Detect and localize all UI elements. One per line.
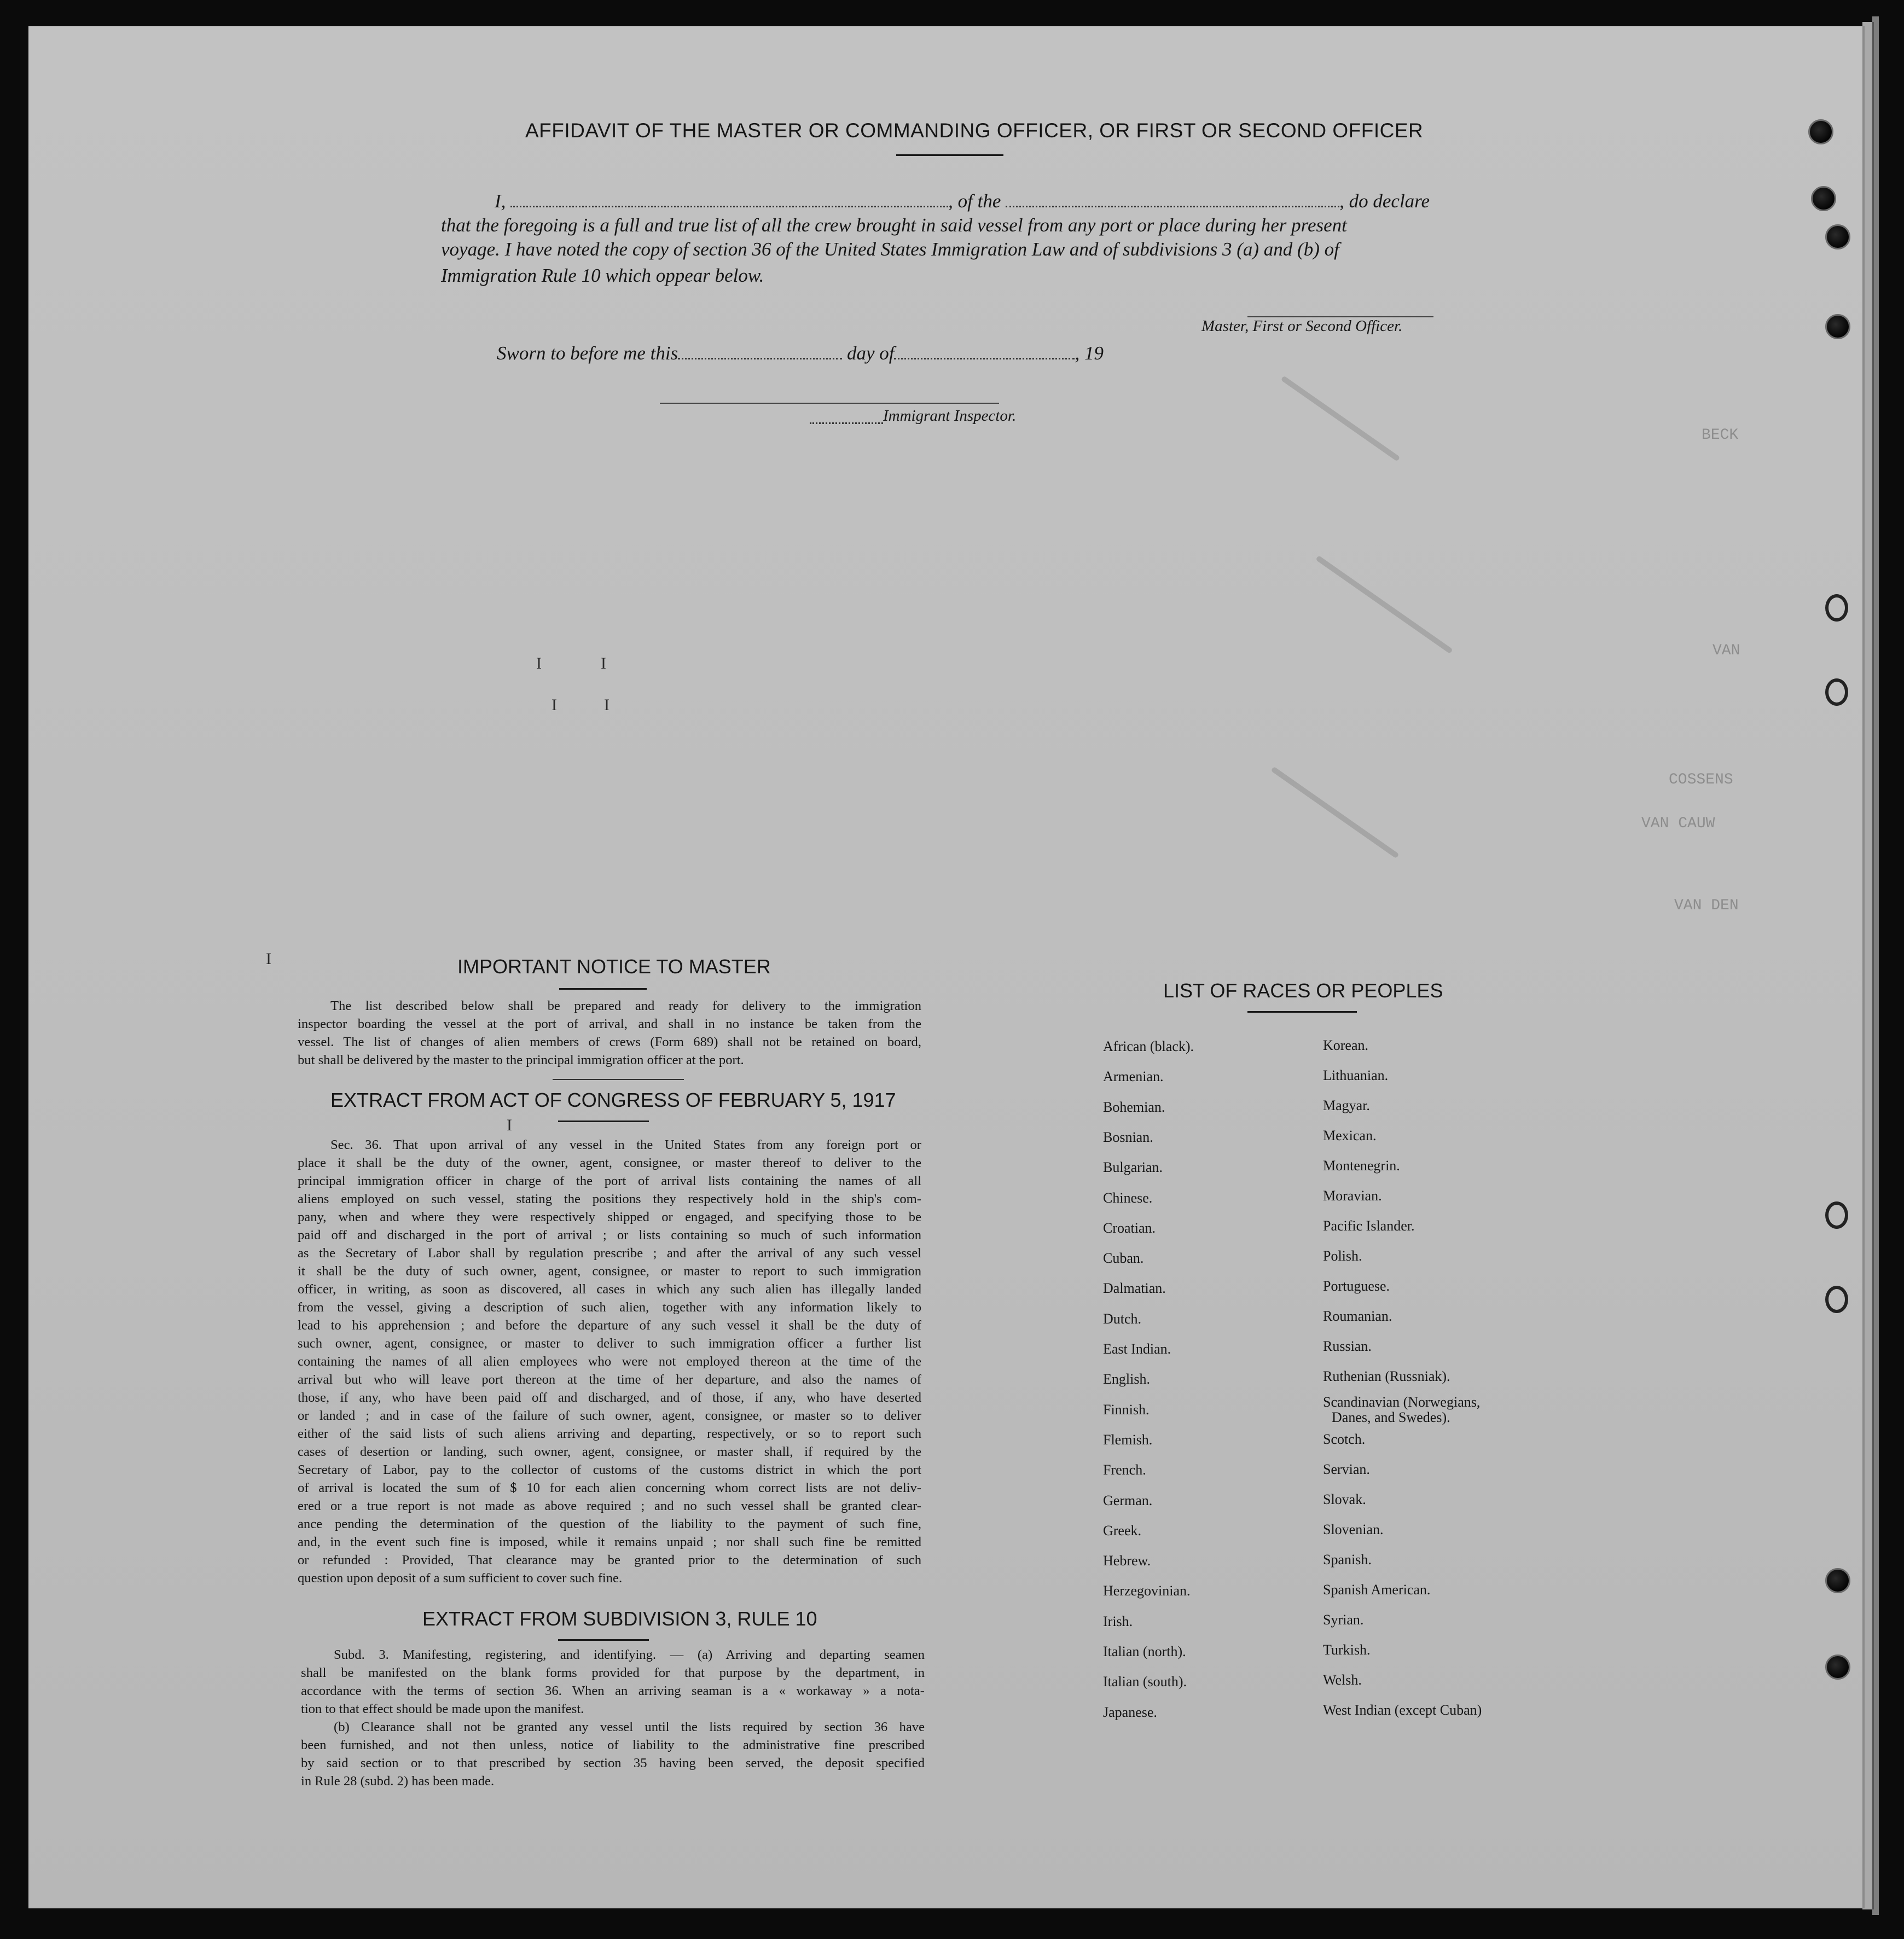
race-item: Montenegrin. — [1323, 1158, 1400, 1174]
race-item: Hebrew. — [1103, 1553, 1151, 1569]
act-line: Sec. 36. That upon arrival of any vessel in the United States from any foreign port or — [330, 1137, 921, 1152]
race-item: Slovenian. — [1323, 1522, 1384, 1537]
form-sheet — [28, 26, 1865, 1908]
act-line: cases of desertion or landing, such owner, agent, consignee, or master shall, if required by the — [298, 1444, 921, 1459]
act-line: question upon deposit of a sum sufficient to cover such fine. — [298, 1571, 623, 1586]
binder-hole-icon — [1825, 1654, 1850, 1680]
act-line: Secretary of Labor, pay to the collector of customs of the customs district in which the port — [298, 1462, 921, 1477]
act-title: EXTRACT FROM ACT OF CONGRESS OF FEBRUARY 5, 1917 — [330, 1089, 896, 1111]
bleed-through-text: VAN CAUW — [1641, 815, 1715, 832]
binder-hole-icon — [1825, 1568, 1850, 1593]
act-paragraph — [298, 1136, 921, 1587]
race-item: Italian (south). — [1103, 1674, 1187, 1690]
divider-rule — [553, 1079, 684, 1080]
race-item: Finnish. — [1103, 1401, 1150, 1418]
affidavit-line-4: Immigration Rule 10 which oppear below. — [441, 265, 764, 286]
race-item: Japanese. — [1103, 1704, 1157, 1720]
notice-title: IMPORTANT NOTICE TO MASTER — [457, 955, 771, 978]
race-item: West Indian (except Cuban) — [1323, 1702, 1482, 1718]
act-line: lead to his apprehension ; and before the departure of any such vessel it shall be the duty of — [298, 1318, 921, 1333]
race-item: Dutch. — [1103, 1310, 1142, 1327]
i-label: I, — [495, 190, 506, 212]
rule-line: tion to that effect should be made upon the manifest. — [301, 1702, 584, 1716]
inspector-dotted-line — [810, 422, 883, 424]
race-item: Danes, and Swedes). — [1332, 1409, 1450, 1425]
bleed-through-text: VAN DEN — [1674, 897, 1739, 914]
race-item: Roumanian. — [1323, 1308, 1392, 1324]
race-item: Polish. — [1323, 1248, 1362, 1264]
rule-paragraph — [301, 1646, 925, 1790]
inspector-signature-line[interactable] — [660, 403, 999, 404]
bleed-through-text: VAN — [1713, 642, 1740, 659]
name-blank-field[interactable] — [510, 206, 948, 207]
race-item: Spanish American. — [1323, 1582, 1431, 1598]
pencil-mark: I — [601, 654, 606, 672]
race-item: Croatian. — [1103, 1220, 1156, 1236]
bleed-through-text: BECK — [1702, 427, 1739, 444]
rule-underline — [558, 1639, 649, 1641]
affidavit-line-3: voyage. I have noted the copy of section 36 of the United States Immigration Law and of subdivisions 3 (a) and (b) of — [441, 239, 1339, 260]
act-line: aliens employed on such vessel, stating the positions they respectively hold in the ship's com- — [298, 1192, 921, 1206]
race-item: Scandinavian (Norwegians, — [1323, 1394, 1481, 1410]
race-item: Servian. — [1323, 1461, 1370, 1477]
pencil-mark: I — [536, 654, 542, 672]
sworn-month-field[interactable] — [894, 358, 1075, 359]
pencil-mark: I — [507, 1116, 512, 1134]
binder-hole-icon — [1825, 314, 1850, 339]
races-underline — [1247, 1011, 1357, 1013]
notice-line: inspector boarding the vessel at the port of arrival, and shall in no instance be taken from the — [298, 1017, 921, 1031]
inspector-label: Immigrant Inspector. — [883, 407, 1017, 425]
race-item: Mexican. — [1323, 1128, 1377, 1143]
act-line: ered or a true report is not made as above required ; and no such vessel shall be granted clear- — [298, 1499, 921, 1513]
race-item: Flemish. — [1103, 1431, 1153, 1448]
race-item: Russian. — [1323, 1338, 1372, 1354]
binder-ring-icon — [1825, 678, 1848, 706]
race-item: Italian (north). — [1103, 1644, 1186, 1659]
sworn-day-field[interactable] — [678, 358, 842, 359]
notice-underline — [559, 988, 647, 990]
of-the-label: , of the — [948, 190, 1001, 212]
act-line: or landed ; and in case of the failure of such owner, agent, consignee, or master so to deliver — [298, 1408, 921, 1423]
binder-ring-icon — [1825, 594, 1848, 622]
race-item: Turkish. — [1323, 1642, 1371, 1658]
rule-line: in Rule 28 (subd. 2) has been made. — [301, 1774, 495, 1789]
sworn-label: Sworn to before me this — [497, 342, 678, 364]
act-line: paid off and discharged in the port of arrival ; or lists containing so much of such information — [298, 1228, 921, 1243]
race-item: Bosnian. — [1103, 1129, 1153, 1145]
rule-line: Subd. 3. Manifesting, registering, and identifying. — (a) Arriving and departing seamen — [334, 1647, 925, 1662]
notice-paragraph — [298, 997, 921, 1069]
pencil-mark: I — [604, 696, 609, 714]
race-item: Greek. — [1103, 1522, 1142, 1539]
race-item: Dalmatian. — [1103, 1280, 1166, 1297]
act-line: pany, when and where they were respectively shipped or engaged, and specifying those to be — [298, 1210, 921, 1224]
act-line: as the Secretary of Labor shall by regulation prescribe ; and after the arrival of any such vessel — [298, 1246, 921, 1261]
rule-line: shall be manifested on the blank forms provided for that purpose by the department, in — [301, 1665, 925, 1680]
race-item: Cuban. — [1103, 1250, 1144, 1267]
notice-line: vessel. The list of changes of alien members of crews (Form 689) shall not be retained on board, — [298, 1035, 921, 1049]
race-item: Ruthenian (Russniak). — [1323, 1368, 1450, 1384]
binder-ring-icon — [1825, 1286, 1848, 1313]
race-item: Herzegovinian. — [1103, 1583, 1191, 1599]
act-line: such owner, agent, consignee, or master to deliver to such immigration officer a further list — [298, 1336, 921, 1351]
binder-hole-icon — [1825, 224, 1850, 249]
sworn-line — [497, 342, 1104, 364]
notice-line: The list described below shall be prepared and ready for delivery to the immigration — [330, 998, 921, 1013]
rule-line: by said section or to that prescribed by section 35 having been served, the deposit specified — [301, 1756, 925, 1770]
act-line: containing the names of all alien employees who were not employed thereon at the time of the — [298, 1354, 921, 1369]
race-item: Scotch. — [1323, 1431, 1366, 1447]
race-item: Irish. — [1103, 1613, 1133, 1629]
binder-hole-icon — [1811, 186, 1836, 211]
race-item: Syrian. — [1323, 1612, 1364, 1628]
race-item: Slovak. — [1323, 1491, 1366, 1507]
race-item: Moravian. — [1323, 1188, 1382, 1204]
act-line: those, if any, who have been paid off and discharged, and of those, if any, who have deserted — [298, 1390, 921, 1405]
affidavit-line-1 — [495, 190, 1430, 212]
act-line: principal immigration officer in charge of the port of arrival lists containing the names of all — [298, 1174, 921, 1188]
act-line: place it shall be the duty of the owner, agent, consignee, or master thereof to deliver to the — [298, 1156, 921, 1170]
bleed-through-text: COSSENS — [1669, 771, 1733, 788]
race-item: French. — [1103, 1462, 1146, 1478]
rule-line: accordance with the terms of section 36. When an arriving seaman is a « workaway » a nota- — [301, 1683, 925, 1698]
pencil-mark: I — [552, 696, 557, 714]
act-line: or refunded : Provided, That clearance may be granted prior to the determination of such — [298, 1553, 921, 1568]
race-item: Magyar. — [1323, 1098, 1370, 1113]
race-item: Armenian. — [1103, 1069, 1164, 1085]
race-item: African (black). — [1103, 1038, 1194, 1054]
act-line: and, in the event such fine is imposed, while it remains unpaid ; nor shall such fine be remitted — [298, 1535, 921, 1549]
race-item: Bohemian. — [1103, 1099, 1165, 1115]
race-item: Korean. — [1323, 1037, 1369, 1053]
race-item: Spanish. — [1323, 1552, 1372, 1568]
notice-line: but shall be delivered by the master to the principal immigration officer at the port. — [298, 1053, 744, 1067]
vessel-blank-field[interactable] — [1006, 206, 1339, 207]
races-title: LIST OF RACES OR PEOPLES — [1163, 979, 1443, 1002]
act-line: officer, in writing, as soon as discovered, all cases in which any such alien has illegally landed — [298, 1282, 921, 1297]
race-item: Welsh. — [1323, 1672, 1362, 1688]
race-item: German. — [1103, 1492, 1153, 1508]
rule-line: (b) Clearance shall not be granted any vessel until the lists required by section 36 have — [334, 1720, 925, 1734]
act-underline — [558, 1121, 649, 1122]
act-line: ance pending the determination of the question of the liability to the payment of such fine, — [298, 1517, 921, 1531]
rule-title: EXTRACT FROM SUBDIVISION 3, RULE 10 — [422, 1607, 817, 1630]
race-item: Bulgarian. — [1103, 1159, 1163, 1176]
act-line: either of the said lists of such aliens arriving and departing, respectively, or so to report such — [298, 1426, 921, 1441]
affidavit-line-2: that the foregoing is a full and true list of all the crew brought in said vessel from any port or place during her present — [441, 214, 1347, 236]
race-item: Lithuanian. — [1323, 1067, 1389, 1083]
race-item: East Indian. — [1103, 1341, 1171, 1357]
act-line: of arrival is located the sum of $ 10 for each alien concerning whom correct lists are not deliv- — [298, 1481, 921, 1495]
race-item: English. — [1103, 1371, 1150, 1388]
year-label: , 19 — [1075, 342, 1104, 364]
affidavit-title: AFFIDAVIT OF THE MASTER OR COMMANDING OFFICER, OR FIRST OR SECOND OFFICER — [525, 119, 1424, 142]
day-of-label: day of — [846, 342, 895, 364]
race-item: Chinese. — [1103, 1189, 1153, 1206]
act-line: arrival but who will leave port thereon at the time of her departure, and also the names of — [298, 1372, 921, 1387]
rule-line: been furnished, and not then unless, notice of liability to the administrative fine prescribed — [301, 1738, 925, 1752]
master-label: Master, First or Second Officer. — [1201, 317, 1403, 335]
race-item: Portuguese. — [1323, 1278, 1390, 1294]
binder-ring-icon — [1825, 1201, 1848, 1229]
act-line: from the vessel, giving a description of such alien, together with any information likely to — [298, 1300, 921, 1315]
race-item: Pacific Islander. — [1323, 1218, 1415, 1234]
binder-hole-icon — [1808, 119, 1833, 144]
do-declare-label: , do declare — [1339, 190, 1430, 212]
title-underline — [896, 154, 1003, 156]
pencil-mark: I — [266, 950, 271, 968]
act-line: it shall be the duty of such owner, agent, consignee, or master to report to such immigration — [298, 1264, 921, 1279]
